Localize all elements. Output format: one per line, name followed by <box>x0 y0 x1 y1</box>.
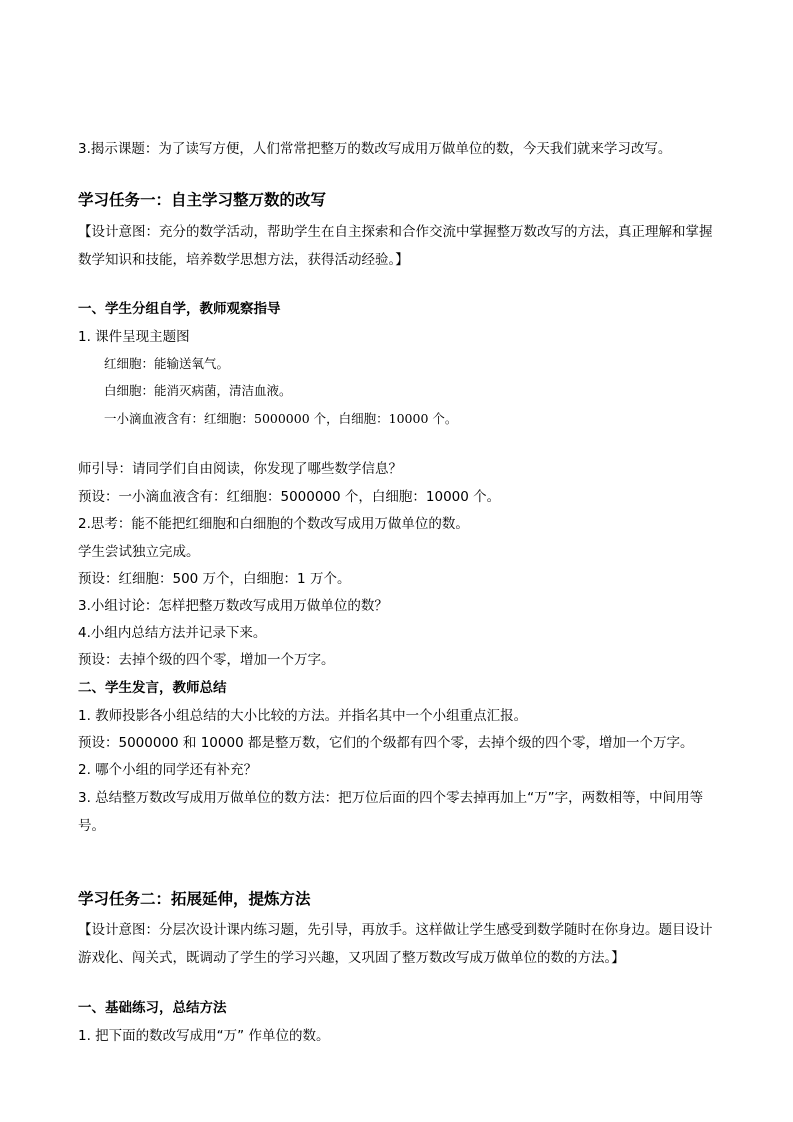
text-line: 1. 教师投影各小组总结的大小比较的方法。并指名其中一个小组重点汇报。 <box>78 708 528 724</box>
text-line: 预设：一小滴血液含有：红细胞：5000000 个，白细胞：10000 个。 <box>78 489 501 505</box>
topic-line: 一小滴血液含有：红细胞：5000000 个，白细胞：10000 个。 <box>104 411 458 426</box>
task1-heading: 学习任务一：自主学习整万数的改写 <box>78 191 327 209</box>
method-summary: 3. 总结整万数改写成用万做单位的数方法：把万位后面的四个零去掉再加上“万”字，两数相等，中间用等号。 <box>78 790 704 834</box>
text-line: 2. 哪个小组的同学还有补充？ <box>78 762 258 778</box>
task1-design-intent: 【设计意图：充分的数学活动，帮助学生在自主探索和合作交流中掌握整万数改写的方法，真正理解和掌握数学知识和技能，培养数学思想方法，获得活动经验。】 <box>78 224 713 268</box>
task2-section1-heading: 一、基础练习，总结方法 <box>78 1000 227 1016</box>
task1-item1: 1. 课件呈现主题图 <box>78 329 190 345</box>
text-line: 学生尝试独立完成。 <box>78 544 200 560</box>
text-line: 师引导：请同学们自由阅读，你发现了哪些数学信息？ <box>78 461 402 477</box>
topic-line: 红细胞：能输送氧气。 <box>104 356 230 371</box>
task2-heading: 学习任务二：拓展延伸，提炼方法 <box>78 890 311 908</box>
task2-item1: 1. 把下面的数改写成用“万” 作单位的数。 <box>78 1028 330 1044</box>
intro-paragraph: 3.揭示课题：为了读写方便，人们常常把整万的数改写成用万做单位的数，今天我们就来学习改写。 <box>78 141 672 157</box>
text-line: 预设：5000000 和 10000 都是整万数，它们的个级都有四个零，去掉个级的四个零，增加一个万字。 <box>78 735 694 751</box>
text-line: 4.小组内总结方法并记录下来。 <box>78 625 267 641</box>
text-line: 3.小组讨论：怎样把整万数改写成用万做单位的数？ <box>78 598 388 614</box>
text-line: 2.思考：能不能把红细胞和白细胞的个数改写成用万做单位的数。 <box>78 516 469 532</box>
text-line: 预设：红细胞：500 万个，白细胞：1 万个。 <box>78 571 351 587</box>
task1-section1-heading: 一、学生分组自学，教师观察指导 <box>78 301 281 317</box>
text-line: 预设：去掉个级的四个零，增加一个万字。 <box>78 652 335 668</box>
topic-line: 白细胞：能消灭病菌，清洁血液。 <box>104 383 292 398</box>
task2-design-intent: 【设计意图：分层次设计课内练习题，先引导，再放手。这样做让学生感受到数学随时在你身边。题目设计游戏化、闯关式，既调动了学生的学习兴趣，又巩固了整万数改写成万做单位的数的方法。】 <box>78 922 713 966</box>
task1-section2-heading: 二、学生发言，教师总结 <box>78 680 227 696</box>
